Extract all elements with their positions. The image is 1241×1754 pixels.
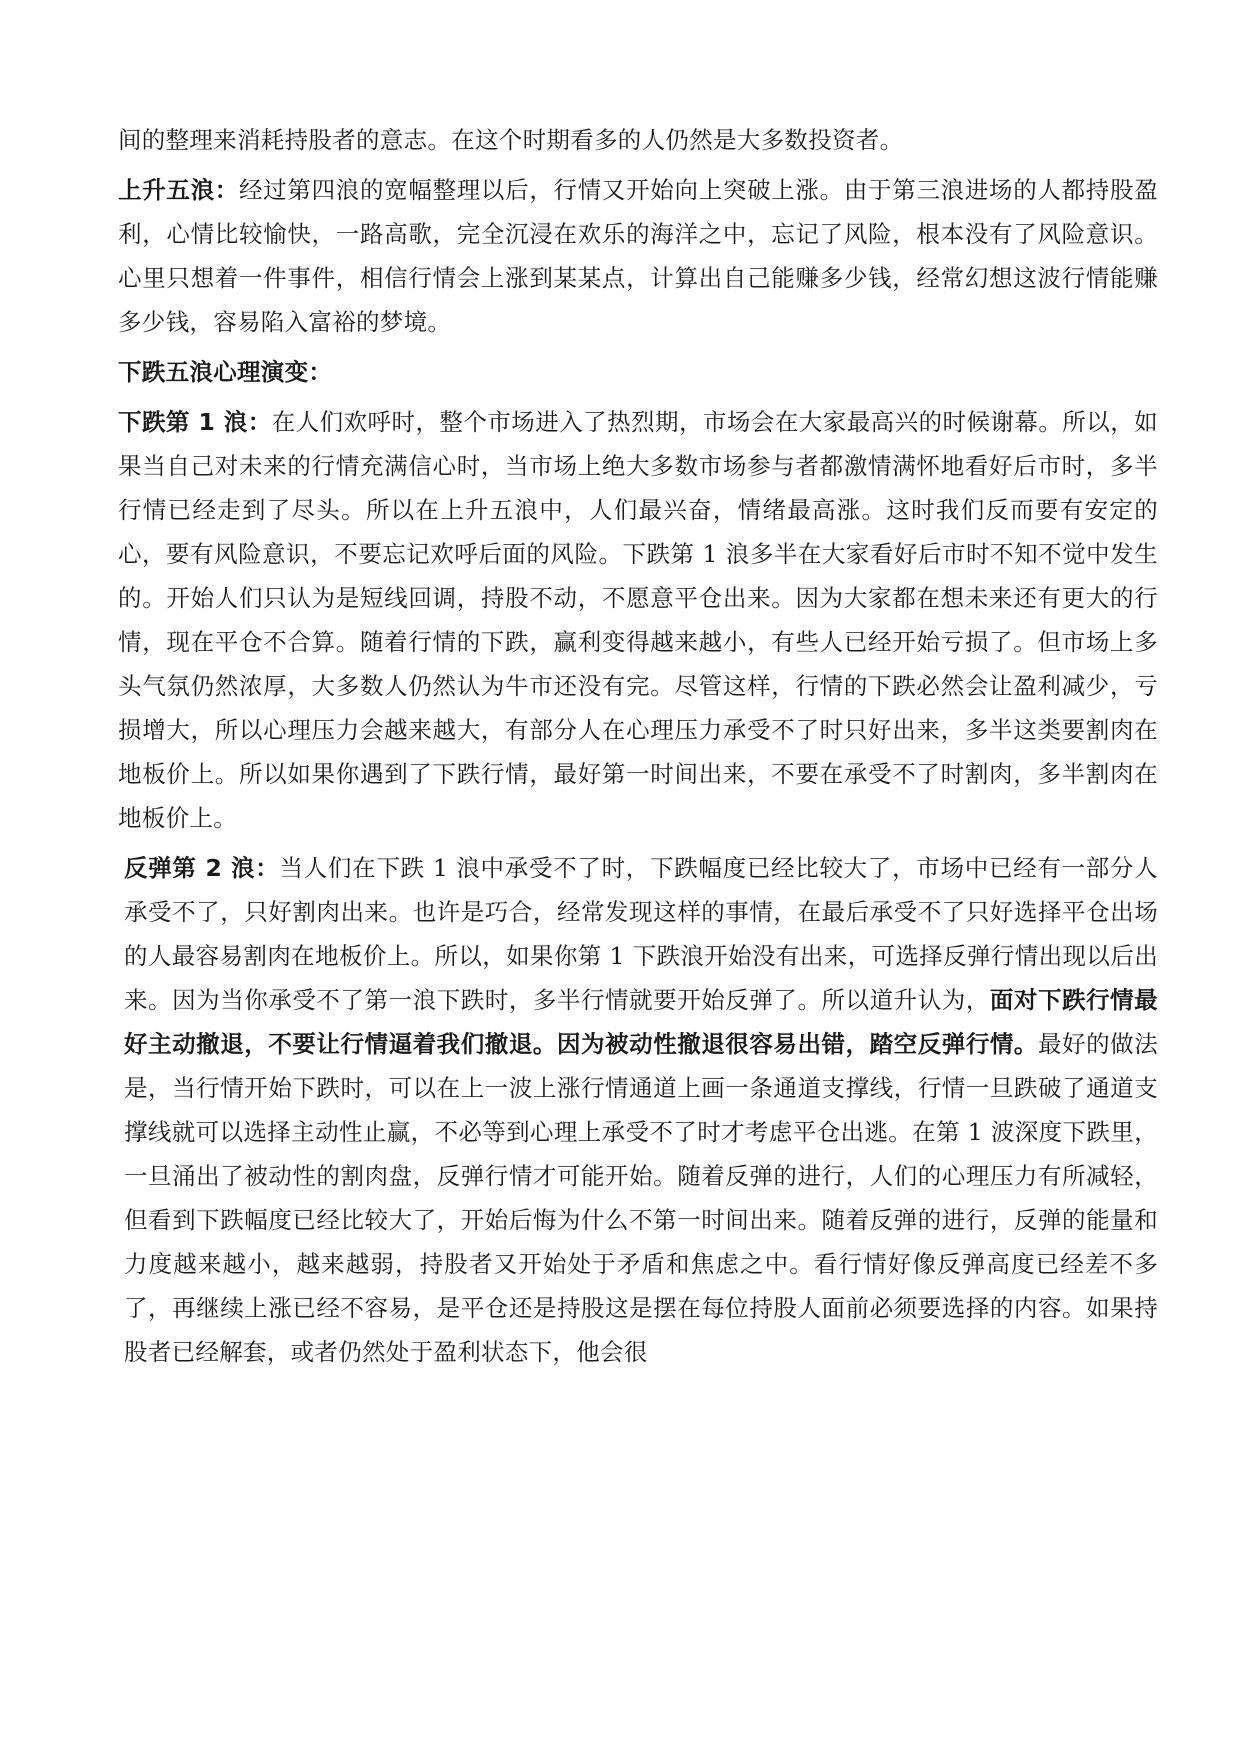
document-body: [118, 118, 1158, 1380]
down1-text: 在人们欢呼时，整个市场进入了热烈期，市场会在大家最高兴的时候谢幕。所以，如果当自己对未来的行情充满信心时，当市场上绝大多数市场参与者都激情满怀地看好后市时，多半行情已经走到了尽头。所以在上升五浪中，人们最兴奋，情绪最高涨。这时我们反而要有安定的心，要有风险意识，不要忘记欢呼后面的风险。下跌第 1 浪多半在大家看好后市时不知不觉中发生的。开始人们只认为是短线回调，持股不动，不愿意平仓出来。因为大家都在想未来还有更大的行情，现在平仓不合算。随着行情的下跌，赢利变得越来越小，有些人已经开始亏损了。但市场上多头气氛仍然浓厚，大多数人仍然认为牛市还没有完。尽管这样，行情的下跌必然会让盈利减少，亏损增大，所以心理压力会越来越大，有部分人在心理压力承受不了时只好出来，多半这类要割肉在地板价上。所以如果你遇到了下跌行情，最好第一时间出来，不要在承受不了时割肉，多半割肉在地板价上。: [118, 408, 1158, 832]
wave5-text: 经过第四浪的宽幅整理以后，行情又开始向上突破上涨。由于第三浪进场的人都持股盈利，心情比较愉快，一路高歌，完全沉浸在欢乐的海洋之中，忘记了风险，根本没有了风险意识。心里只想着一件事件，相信行情会上涨到某某点，计算出自己能赚多少钱，经常幻想这波行情能赚多少钱，容易陷入富裕的梦境。: [118, 176, 1159, 336]
down1-label: 下跌第 1 浪：: [118, 408, 272, 436]
intro-text: 间的整理来消耗持股者的意志。在这个时期看多的人仍然是大多数投资者。: [118, 126, 904, 154]
rebound2-bold-text: 面对下跌行情最好主动撤退，不要让行情逼着我们撤退。因为被动性撤退很容易出错，踏空反弹行情。: [124, 986, 1158, 1058]
wave5-label: 上升五浪：: [118, 176, 239, 204]
paragraph-intro: [118, 118, 1158, 162]
rebound2-label: 反弹第 2 浪：: [124, 854, 280, 882]
paragraph-rebound2: [118, 846, 1158, 1374]
rebound2-text-a: 当人们在下跌 1 浪中承受不了时，下跌幅度已经比较大了，市场中已经有一部分人承受不了，只好割肉出来。也许是巧合，经常发现这样的事情，在最后承受不了只好选择平仓出场的人最容易割肉在地板价上。所以，如果你第 1 下跌浪开始没有出来，可选择反弹行情出现以后出来。因为当你承受不了第一浪下跌时，多半行情就要开始反弹了。所以道升认为，: [124, 854, 1158, 1014]
paragraph-wave5: [118, 168, 1158, 344]
paragraph-down1: [118, 400, 1158, 840]
rebound2-text-b: 最好的做法是，当行情开始下跌时，可以在上一波上涨行情通道上画一条通道支撑线，行情一旦跌破了通道支撑线就可以选择主动性止赢，不必等到心理上承受不了时才考虑平仓出逃。在第 1 波深度下跌里，一旦涌出了被动性的割肉盘，反弹行情才可能开始。随着反弹的进行，人们的心理压力有所减轻，但看到下跌幅度已经比较大了，开始后悔为什么不第一时间出来。随着反弹的进行，反弹的能量和力度越来越小，越来越弱，持股者又开始处于矛盾和焦虑之中。看行情好像反弹高度已经差不多了，再继续上涨已经不容易，是平仓还是持股这是摆在每位持股人面前必须要选择的内容。如果持股者已经解套，或者仍然处于盈利状态下，他会很: [124, 1030, 1158, 1366]
section-heading-down-waves: [118, 350, 1158, 394]
heading-text: 下跌五浪心理演变：: [118, 358, 333, 386]
